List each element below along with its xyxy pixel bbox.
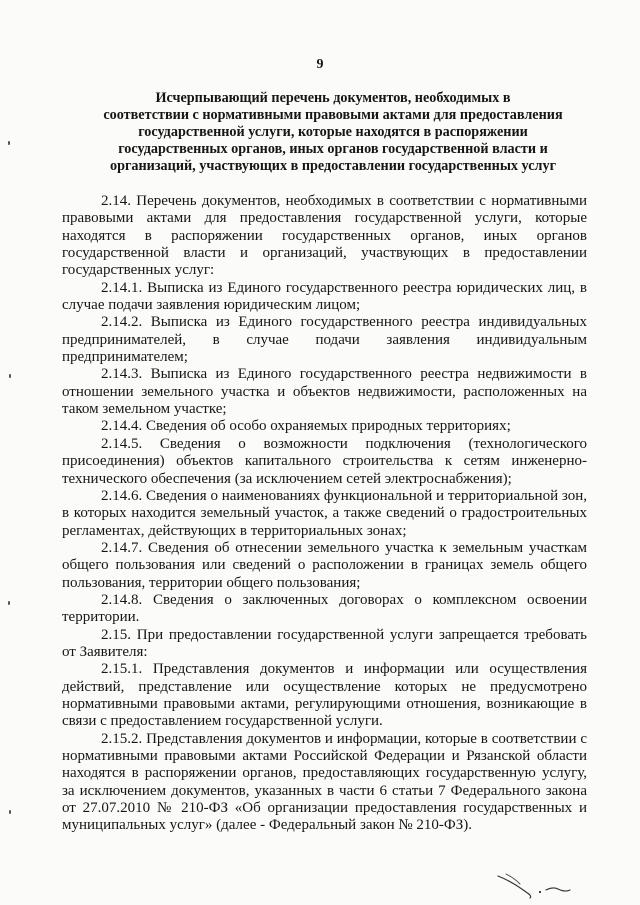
paragraph-2-14: 2.14. Перечень документов, необходимых в соответствии с нормативными правовыми актами для предоставления государственной услуги, которые находятся в распоряжении государственных органов, иных органов государственной власти и организаций, участвующих в предоставлении государственных услуг: [62, 193, 587, 279]
paragraph-2-14-3: 2.14.3. Выписка из Единого государственного реестра недвижимости в отношении земельного участка и объектов недвижимости, расположенных на таком земельном участке; [62, 366, 587, 418]
paragraph-2-15-2: 2.15.2. Представления документов и информации, которые в соответствии с нормативными правовыми актами Российской Федерации и Рязанской области находятся в распоряжении органов, предоставляющих государственную услугу, за исключением документов, указанных в части 6 статьи 7 Федерального закона от 27.07.2010 № 210-ФЗ «Об организации предоставления государственных и муниципальных услуг» (далее - Федеральный закон № 210-ФЗ). [62, 730, 587, 834]
scan-mark [9, 374, 11, 378]
paragraph-2-14-4: 2.14.4. Сведения об особо охраняемых природных территориях; [101, 418, 511, 435]
scan-mark [9, 810, 11, 814]
paragraph-2-14-7: 2.14.7. Сведения об отнесении земельного участка к земельным участкам общего пользования или сведений о расположении в границах земель общего пользования, территории общего пользования; [62, 539, 587, 591]
paragraph-2-14-5: 2.14.5. Сведения о возможности подключения (технологического присоединения) объектов капитального строительства к сетям инженерно-технического обеспечения (за исключением сетей электроснабжения); [62, 435, 587, 487]
scan-mark [8, 601, 10, 605]
paragraph-2-14-1: 2.14.1. Выписка из Единого государственного реестра юридических лиц, в случае подачи заявления юридическим лицом; [62, 279, 587, 314]
heading-line: государственной услуги, которые находятся в распоряжении [138, 124, 528, 140]
heading-line: государственных органов, иных органов государственной власти и [118, 141, 548, 157]
paragraph-2-14-6: 2.14.6. Сведения о наименованиях функциональной и территориальной зон, в которых находится земельный участок, а также сведений о градостроительных регламентах, действующих в территориальных зонах; [62, 487, 587, 539]
heading-line: организаций, участвующих в предоставлении государственных услуг [109, 158, 557, 174]
paragraph-2-14-2: 2.14.2. Выписка из Единого государственного реестра индивидуальных предпринимателей, в случае подачи заявления индивидуальным предпринимателем; [62, 314, 587, 366]
scan-mark [8, 141, 10, 145]
paragraph-2-15: 2.15. При предоставлении государственной услуги запрещается требовать от Заявителя: [62, 626, 587, 660]
page-number: 9 [316, 57, 324, 72]
heading-line: соответствии с нормативными правовыми актами для предоставления [103, 107, 563, 123]
paragraph-2-15-1: 2.15.1. Представления документов и информации или осуществления действий, представление или осуществление которых не предусмотрено нормативными правовыми актами, регулирующими отношения, возникающие в связи с предоставлением государственной услуги. [62, 661, 587, 730]
signature-initials [496, 868, 576, 902]
heading-line: Исчерпывающий перечень документов, необходимых в [155, 90, 511, 106]
paragraph-2-14-8: 2.14.8. Сведения о заключенных договорах о комплексном освоении территории. [62, 591, 587, 626]
section-heading [86, 90, 580, 175]
document-body [62, 193, 587, 835]
